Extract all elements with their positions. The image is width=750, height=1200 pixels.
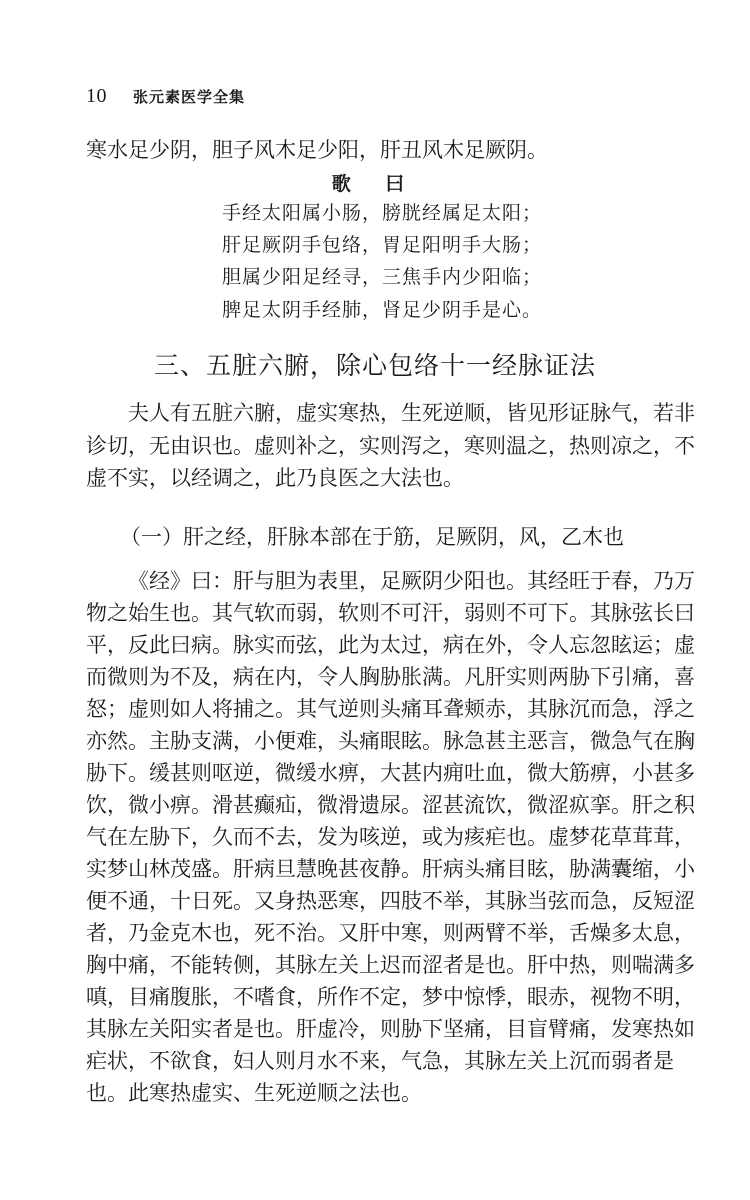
running-header — [86, 84, 245, 108]
verse-line: 手经太阳属小肠，膀胱经属足太阳； — [222, 202, 543, 224]
paragraph-line: 而微则为不及，病在内，令人胸胁胀满。凡肝实则两胁下引痛，喜 — [86, 665, 695, 689]
verse-line: 脾足太阴手经肺，肾足少阴手是心。 — [222, 299, 543, 321]
paragraph-line: 物之始生也。其气软而弱，软则不可汗，弱则不可下。其脉弦长曰 — [86, 601, 695, 625]
paragraph-line: 气在左胁下，久而不去，发为咳逆，或为痎疟也。虚梦花草茸茸， — [86, 825, 695, 849]
section-heading: 三、五脏六腑，除心包络十一经脉证法 — [153, 351, 596, 380]
paragraph-line: 夫人有五脏六腑，虚实寒热，生死逆顺，皆见形证脉气，若非 — [128, 401, 695, 425]
subsection-heading: （一）肝之经，肝脉本部在于筋，足厥阴，风，乙木也 — [120, 525, 624, 549]
song-title: 歌 曰 — [331, 173, 419, 195]
paragraph-line: 也。此寒热虚实、生死逆顺之法也。 — [86, 1081, 422, 1105]
paragraph-line: 胸中痛，不能转侧，其脉左关上迟而涩者是也。肝中热，则喘满多 — [86, 953, 695, 977]
paragraph-line: 其脉左关阳实者是也。肝虚冷，则胁下坚痛，目盲臂痛，发寒热如 — [86, 1017, 695, 1041]
paragraph-line: 亦然。主胁支满，小便难，头痛眼眩。脉急甚主恶言，微急气在胸 — [86, 729, 695, 753]
paragraph-line: 虚不实，以经调之，此乃良医之大法也。 — [86, 466, 464, 490]
paragraph-line: 嗔，目痛腹胀，不嗜食，所作不定，梦中惊悸，眼赤，视物不明， — [86, 985, 695, 1009]
paragraph-line: 便不通，十日死。又身热恶寒，四肢不举，其脉当弦而急，反短涩 — [86, 889, 695, 913]
page-number: 10 — [86, 84, 107, 107]
paragraph-line: 饮，微小痹。滑甚癫疝，微滑遗尿。涩甚流饮，微涩疭挛。肝之积 — [86, 793, 695, 817]
verse-line: 肝足厥阴手包络，胃足阳明手大肠； — [222, 234, 543, 256]
paragraph-line: 《经》曰：肝与胆为表里，足厥阴少阳也。其经旺于春，乃万 — [128, 569, 695, 593]
paragraph-line: 怒；虚则如人将捕之。其气逆则头痛耳聋颊赤，其脉沉而急，浮之 — [86, 697, 695, 721]
book-title: 张元素医学全集 — [133, 87, 246, 106]
paragraph-line: 胁下。缓甚则呕逆，微缓水痹，大甚内痈吐血，微大筋痹，小甚多 — [86, 761, 695, 785]
paragraph-line: 疟状，不欲食，妇人则月水不来，气急，其脉左关上沉而弱者是 — [86, 1049, 674, 1073]
paragraph-line: 者，乃金克木也，死不治。又肝中寒，则两臂不举，舌燥多太息， — [86, 921, 695, 945]
paragraph-line: 诊切，无由识也。虚则补之，实则泻之，寒则温之，热则凉之，不 — [86, 434, 695, 458]
paragraph-line: 实梦山林茂盛。肝病旦慧晚甚夜静。肝病头痛目眩，胁满囊缩，小 — [86, 857, 695, 881]
carryover-line: 寒水足少阴，胆子风木足少阳，肝丑风木足厥阴。 — [86, 138, 548, 162]
verse-line: 胆属少阳足经寻，三焦手内少阳临； — [222, 266, 543, 288]
paragraph-line: 平，反此曰病。脉实而弦，此为太过，病在外，令人忘忽眩运；虚 — [86, 633, 695, 657]
